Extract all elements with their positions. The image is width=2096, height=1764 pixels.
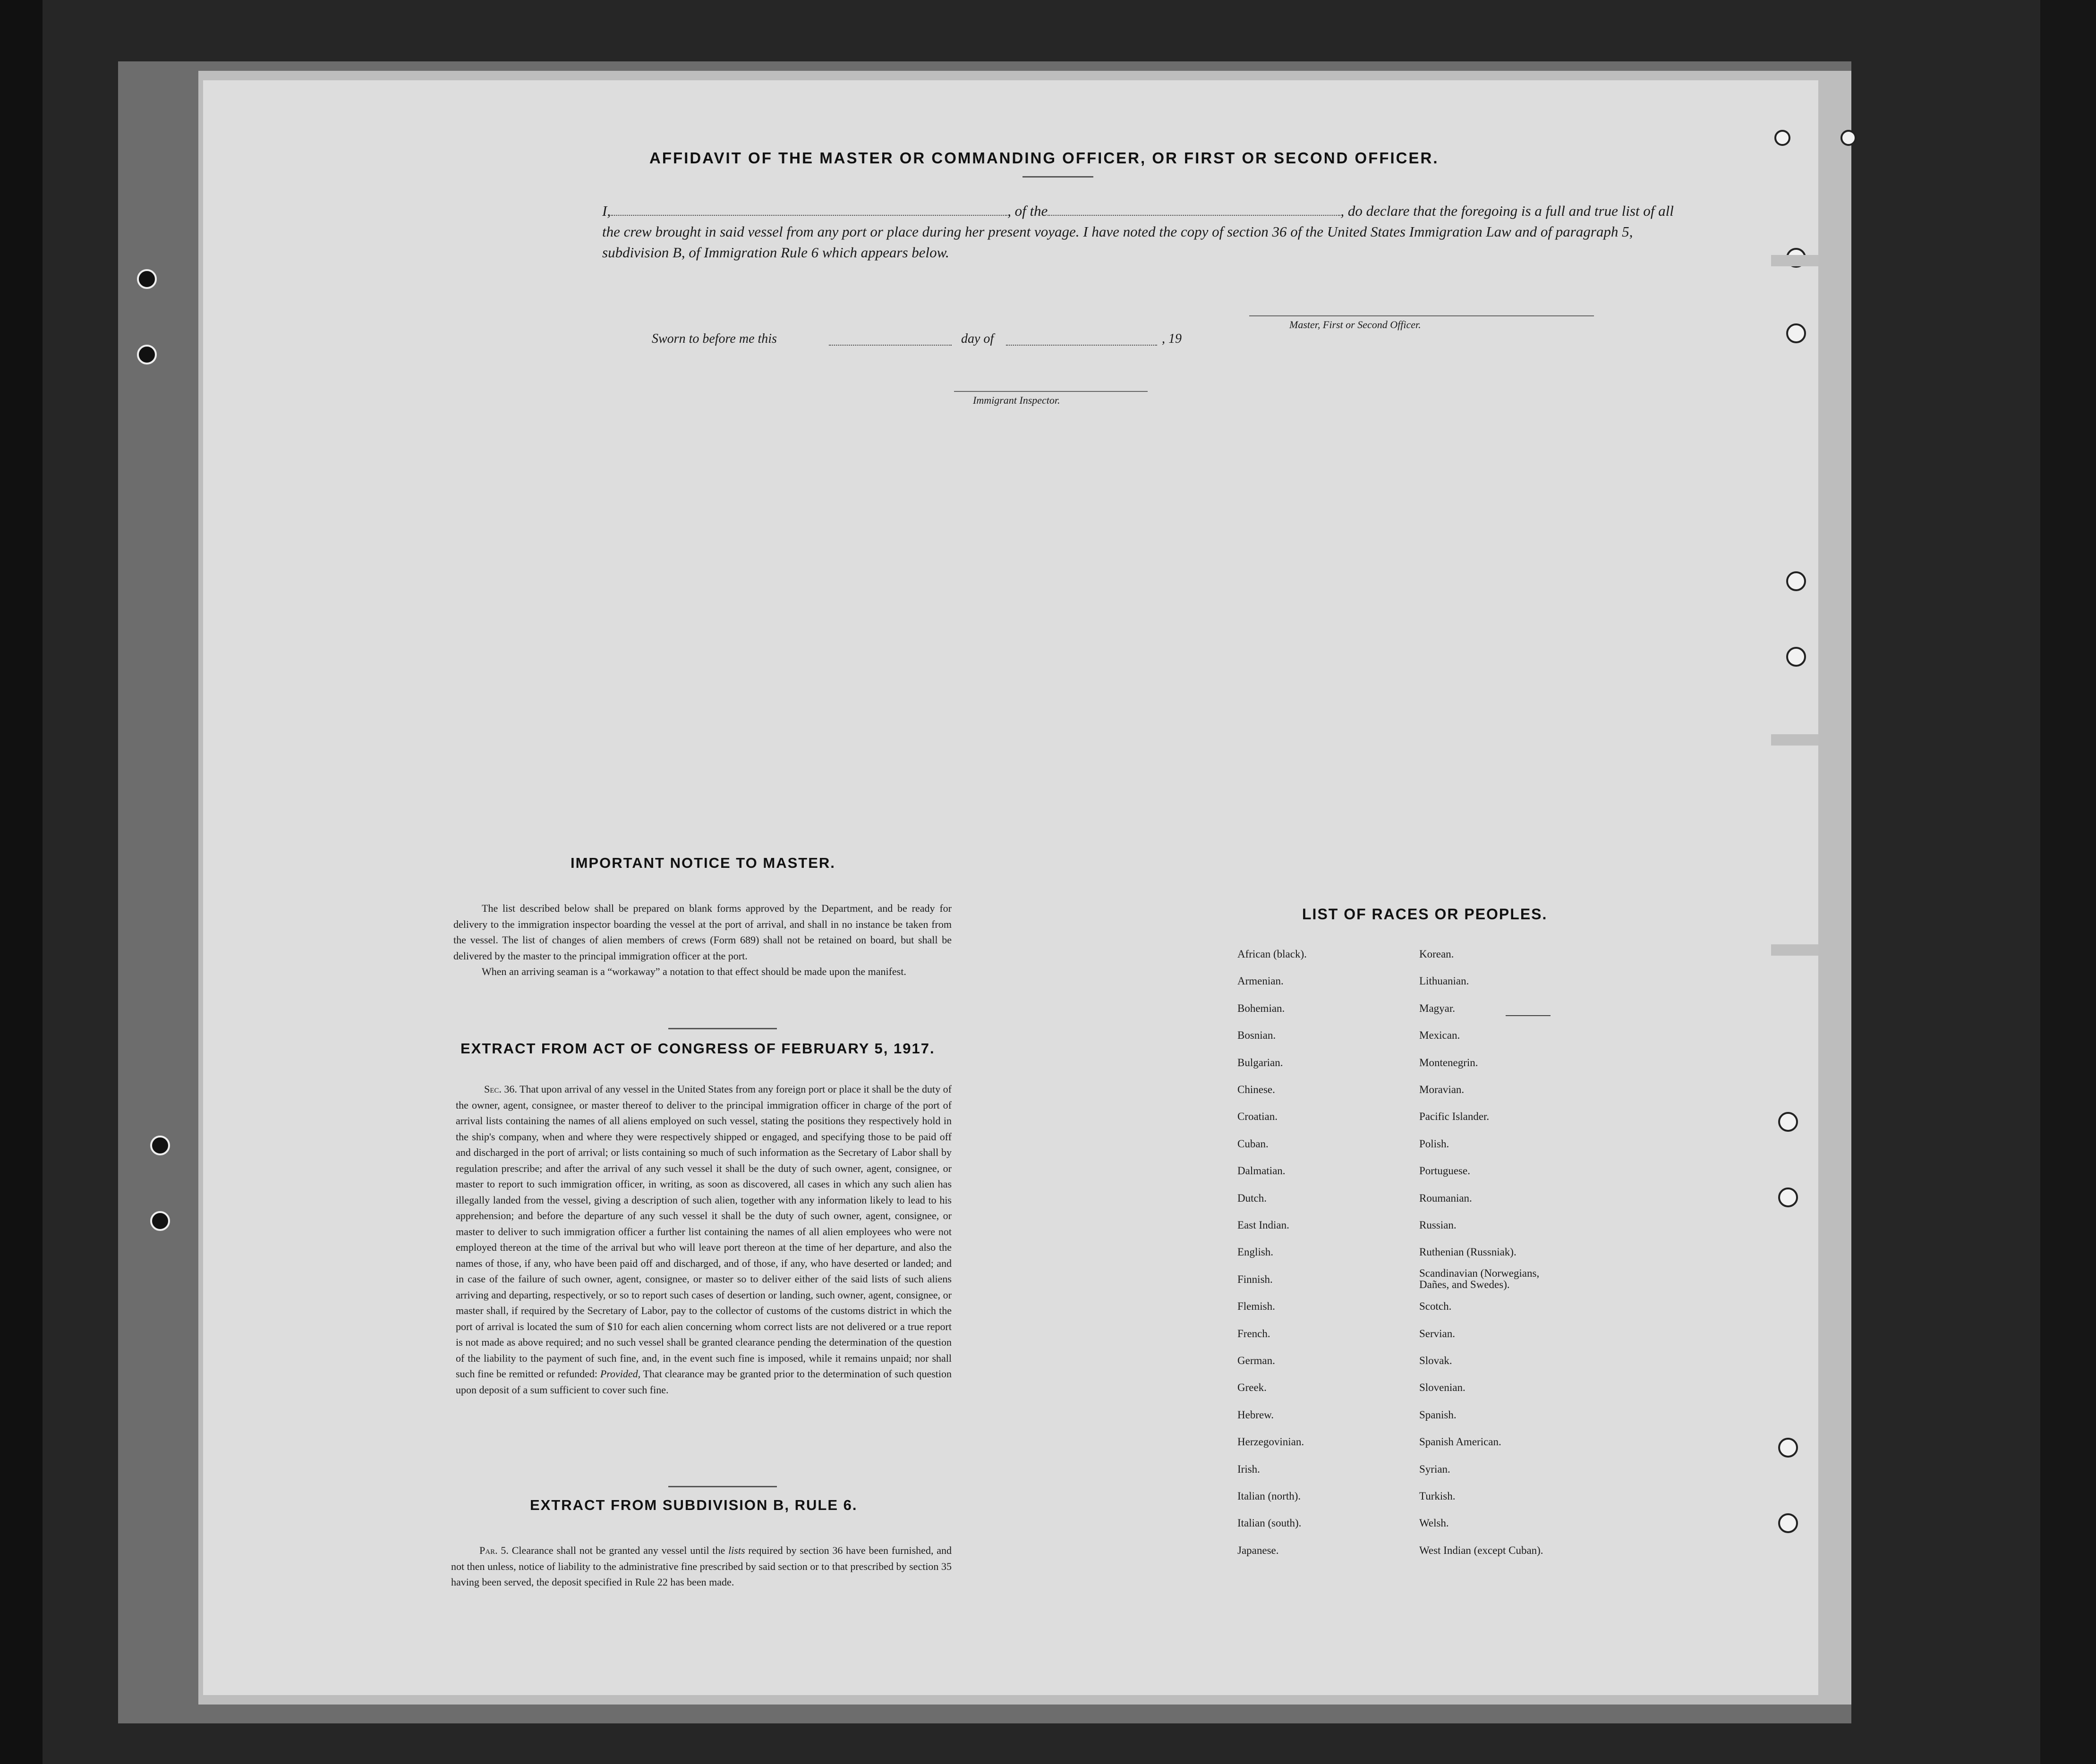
punch-hole-icon bbox=[1786, 647, 1806, 667]
race-list-item: Polish. bbox=[1419, 1137, 1449, 1150]
punch-hole-icon bbox=[1774, 130, 1790, 146]
punch-hole-icon bbox=[1778, 1187, 1798, 1207]
sworn-month-blank[interactable] bbox=[1006, 345, 1157, 346]
race-list-item: Irish. bbox=[1237, 1463, 1260, 1475]
affidavit-declaration bbox=[602, 201, 1688, 263]
manifest-page bbox=[203, 80, 1818, 1695]
punch-hole-icon bbox=[1786, 323, 1806, 343]
section-36-text: That upon arrival of any vessel in the United States from any foreign port or place it shall be the duty of the owner, agent, consignee, or master thereof to deliver to the principal immigration officer in charge of the port of arrival lists containing the names of all aliens employed on such vessel, stating the positions they respectively hold in the ship's company, when and where they were respectively shipped or engaged, and specifying those to be paid off and discharged in the port of arrival; or lists containing so much of such information as the Secretary of Labor shall by regulation prescribe; and after the arrival of any such vessel it shall be the duty of such owner, agent, consignee, or master to report to such immigration officer, in writing, as soon as discovered, all cases in which any such alien has illegally landed from the vessel, giving a description of such alien, together with any information likely to lead to his apprehension; and before the departure of any such vessel it shall be the duty of such owner, agent, consignee, or master to deliver to such immigration officer a further list containing the names of all alien employees who were not employed thereon at the time of the arrival but who will leave port thereon at the time of her departure, and also the names of those, if any, who have been paid off and discharged, and of those, if any, who have deserted or landed; and in case of the failure of such owner, agent, consignee, or master so to deliver either of the said lists of such aliens arriving and departing, respectively, or so to report such cases of desertion or landing, such owner, agent, consignee, or master shall, if required by the Secretary of Labor, pay to the collector of customs of the customs district in which the port of arrival is located the sum of $10 for each alien concerning whom correct lists are not delivered or a true report is not made as above required; and no such vessel shall be granted clearance pending the determination of the question of the liability to the payment of such fine, and, in the event such fine is imposed, while it remains unpaid; nor shall such fine be remitted or refunded: bbox=[456, 1083, 952, 1380]
signature-label: Master, First or Second Officer. bbox=[1289, 319, 1421, 331]
race-list-item: Syrian. bbox=[1419, 1463, 1450, 1475]
punch-hole-icon bbox=[1786, 571, 1806, 591]
race-list-item: Ruthenian (Russniak). bbox=[1419, 1246, 1517, 1258]
rule-text-a: Clearance shall not be granted any vessel until the bbox=[511, 1544, 725, 1556]
binder-hole-icon bbox=[150, 1211, 170, 1231]
do-declare-label: , do declare bbox=[1340, 203, 1410, 219]
affidavit-body: that the foregoing is a full and true list of all the crew brought in said vessel from any port or place during her present voyage. I have noted the copy of section 36 of the United States Immigration Law and of paragraph 5, subdivision B, of Immigration Rule 6 which appears below. bbox=[602, 203, 1674, 261]
race-list-item: Italian (north). bbox=[1237, 1490, 1301, 1502]
race-list-item: Welsh. bbox=[1419, 1517, 1449, 1529]
race-list-item: Slovak. bbox=[1419, 1355, 1452, 1366]
race-list-item: Pacific Islander. bbox=[1419, 1111, 1490, 1123]
provided-label: Provided, bbox=[600, 1368, 641, 1380]
race-list-item: Flemish. bbox=[1237, 1300, 1275, 1313]
race-list-item: English. bbox=[1237, 1246, 1274, 1258]
affidavit-title: AFFIDAVIT OF THE MASTER OR COMMANDING OFFICER, OR FIRST OR SECOND OFFICER. bbox=[649, 149, 1439, 167]
race-list-item: Croatian. bbox=[1237, 1111, 1278, 1123]
race-list-item: Italian (south). bbox=[1237, 1517, 1302, 1529]
race-list-item: Magyar. bbox=[1419, 1002, 1456, 1014]
race-list-item: Moravian. bbox=[1419, 1084, 1465, 1095]
race-list-item: Montenegrin. bbox=[1419, 1056, 1478, 1069]
race-list-item: Portuguese. bbox=[1419, 1165, 1470, 1177]
race-list-item: Greek. bbox=[1237, 1382, 1267, 1394]
section-36-text-end: That clearance may be granted prior to the determination of such question upon deposit of a sum sufficient to cover such fine. bbox=[456, 1368, 952, 1396]
race-list-item: Herzegovinian. bbox=[1237, 1436, 1304, 1448]
race-list-item: German. bbox=[1237, 1355, 1275, 1366]
race-list-item: Lithuanian. bbox=[1419, 975, 1469, 987]
binder-hole-icon bbox=[137, 269, 157, 289]
race-list-item: Roumanian. bbox=[1419, 1192, 1472, 1204]
race-list-item: Japanese. bbox=[1237, 1544, 1279, 1556]
bleed-through bbox=[1771, 944, 1818, 956]
race-list-item: Spanish American. bbox=[1419, 1436, 1501, 1448]
day-of-label: day of bbox=[961, 331, 994, 346]
race-list-item: Russian. bbox=[1419, 1219, 1457, 1231]
act-text bbox=[456, 1081, 952, 1398]
rule-title: EXTRACT FROM SUBDIVISION B, RULE 6. bbox=[530, 1497, 858, 1513]
race-list-item: Bohemian. bbox=[1237, 1002, 1285, 1014]
race-list-item: East Indian. bbox=[1237, 1219, 1289, 1231]
race-list-item: Slovenian. bbox=[1419, 1382, 1465, 1394]
races-title: LIST OF RACES OR PEOPLES. bbox=[1302, 906, 1548, 923]
lists-emphasis: lists bbox=[728, 1544, 745, 1556]
binder-edge-right bbox=[2040, 0, 2096, 1764]
magyar-dash bbox=[1506, 1015, 1551, 1016]
race-list-item: French. bbox=[1237, 1327, 1270, 1340]
race-list-item: Dalmatian. bbox=[1237, 1165, 1286, 1177]
race-list-item: Bulgarian. bbox=[1237, 1056, 1283, 1069]
punch-hole-icon bbox=[1778, 1112, 1798, 1132]
race-list-item: West Indian (except Cuban). bbox=[1419, 1544, 1543, 1556]
year-label: , 19 bbox=[1162, 331, 1182, 346]
race-list-item: Korean. bbox=[1419, 948, 1454, 960]
inspector-label: Immigrant Inspector. bbox=[973, 394, 1060, 406]
signature-line bbox=[1249, 315, 1594, 316]
sworn-day-blank[interactable] bbox=[829, 345, 952, 346]
section-number: Sec. 36. bbox=[484, 1083, 517, 1095]
rule-text-b: required by section 36 have been furnished, and not then unless, notice of liability to the administrative fine prescribed by said section or to that prescribed by section 35 having been served, the deposit specified in Rule 22 has been made. bbox=[451, 1544, 952, 1588]
race-list-item: Spanish. bbox=[1419, 1408, 1457, 1421]
name-blank[interactable] bbox=[611, 215, 1007, 216]
inspector-signature-line bbox=[954, 391, 1148, 392]
bleed-through bbox=[1771, 255, 1818, 266]
notice-paragraph-2: When an arriving seaman is a “workaway” a notation to that effect should be made upon the manifest. bbox=[482, 966, 906, 977]
divider bbox=[1022, 176, 1093, 178]
punch-hole-icon bbox=[1778, 1438, 1798, 1458]
race-list-item: Mexican. bbox=[1419, 1029, 1460, 1042]
race-list-item: Hebrew. bbox=[1237, 1408, 1274, 1421]
vessel-blank[interactable] bbox=[1048, 215, 1340, 216]
race-list-item: Armenian. bbox=[1237, 975, 1284, 987]
race-list-item: African (black). bbox=[1237, 948, 1307, 960]
divider bbox=[668, 1028, 777, 1029]
binder-hole-icon bbox=[150, 1136, 170, 1155]
binder-edge-left bbox=[0, 0, 43, 1764]
notice-title: IMPORTANT NOTICE TO MASTER. bbox=[571, 855, 835, 871]
race-list-item: Finnish. bbox=[1237, 1273, 1273, 1285]
punch-hole-icon bbox=[1778, 1513, 1798, 1533]
binder-hole-icon bbox=[137, 345, 157, 365]
of-the-label: , of the bbox=[1007, 203, 1048, 219]
race-list-item: Scandinavian (Norwegians, Dañes, and Swedes). bbox=[1419, 1267, 1540, 1290]
divider bbox=[668, 1486, 777, 1487]
rule-text bbox=[451, 1543, 952, 1590]
notice-paragraph-1: The list described below shall be prepared on blank forms approved by the Department, and be ready for delivery to the immigration inspector boarding the vessel at the port of arrival, and shall in no instance be taken from the vessel. The list of changes of alien members of crews (Form 689) shall not be retained on board, but shall be delivered by the master to the principal immigration officer at the port. bbox=[453, 902, 952, 962]
race-list-item: Servian. bbox=[1419, 1327, 1456, 1340]
race-list-item: Scotch. bbox=[1419, 1300, 1452, 1313]
act-title: EXTRACT FROM ACT OF CONGRESS OF FEBRUARY 5, 1917. bbox=[460, 1040, 935, 1057]
race-list-item: Bosnian. bbox=[1237, 1029, 1276, 1042]
race-list-item: Dutch. bbox=[1237, 1192, 1267, 1204]
race-list-item: Turkish. bbox=[1419, 1490, 1456, 1502]
notice-text bbox=[453, 900, 952, 980]
i-label: I, bbox=[602, 203, 611, 219]
race-list-item: Chinese. bbox=[1237, 1084, 1275, 1095]
race-list-item: Cuban. bbox=[1237, 1137, 1269, 1150]
paragraph-number: Par. 5. bbox=[479, 1544, 509, 1556]
sworn-label: Sworn to before me this bbox=[652, 331, 777, 346]
punch-hole-icon bbox=[1840, 130, 1857, 146]
bleed-through bbox=[1771, 734, 1818, 746]
